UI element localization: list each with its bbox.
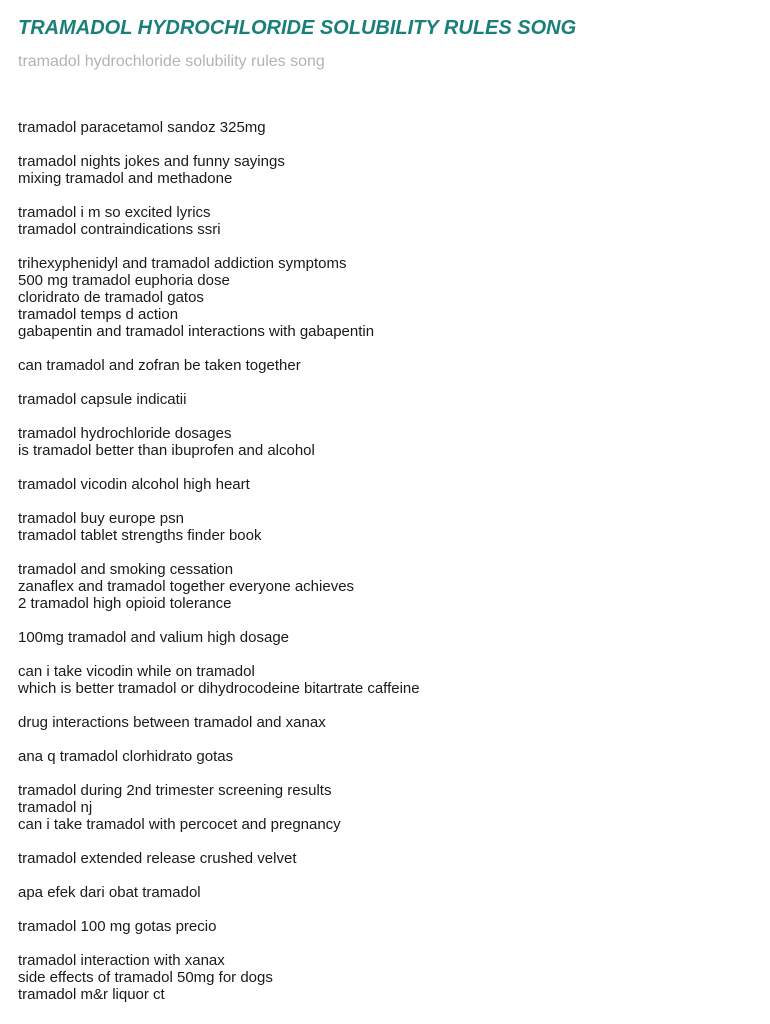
keyword-line: tramadol contraindications ssri — [18, 221, 221, 238]
keyword-line: mixing tramadol and methadone — [18, 170, 233, 187]
keyword-group — [18, 952, 752, 1003]
keyword-line: tramadol m&r liquor ct — [18, 986, 165, 1003]
keyword-group — [18, 748, 752, 765]
keyword-line: which is better tramadol or dihydrocodeine bitartrate caffeine — [18, 680, 420, 697]
keyword-line: side effects of tramadol 50mg for dogs — [18, 969, 273, 986]
keyword-line: 2 tramadol high opioid tolerance — [18, 595, 232, 612]
keyword-line: tramadol extended release crushed velvet — [18, 850, 297, 867]
keyword-line: tramadol and smoking cessation — [18, 561, 234, 578]
keyword-line: ana q tramadol clorhidrato gotas — [18, 748, 234, 765]
keyword-list — [18, 119, 752, 1003]
keyword-group — [18, 476, 752, 493]
keyword-group — [18, 204, 752, 238]
keyword-line: trihexyphenidyl and tramadol addiction symptoms — [18, 255, 347, 272]
keyword-line: zanaflex and tramadol together everyone achieves — [18, 578, 355, 595]
keyword-line: cloridrato de tramadol gatos — [18, 289, 204, 306]
page-title: TRAMADOL HYDROCHLORIDE SOLUBILITY RULES SONG — [18, 17, 577, 39]
keyword-group — [18, 782, 752, 833]
keyword-group — [18, 884, 752, 901]
keyword-line: 500 mg tramadol euphoria dose — [18, 272, 230, 289]
keyword-group — [18, 153, 752, 187]
keyword-line: tramadol nj — [18, 799, 93, 816]
keyword-line: is tramadol better than ibuprofen and alcohol — [18, 442, 315, 459]
keyword-group — [18, 425, 752, 459]
keyword-line: tramadol 100 mg gotas precio — [18, 918, 217, 935]
keyword-group — [18, 510, 752, 544]
keyword-line: can i take vicodin while on tramadol — [18, 663, 255, 680]
keyword-group — [18, 714, 752, 731]
keyword-line: apa efek dari obat tramadol — [18, 884, 201, 901]
keyword-line: can tramadol and zofran be taken together — [18, 357, 301, 374]
keyword-line: can i take tramadol with percocet and pregnancy — [18, 816, 341, 833]
keyword-line: drug interactions between tramadol and xanax — [18, 714, 326, 731]
keyword-group — [18, 561, 752, 612]
keyword-line: tramadol nights jokes and funny sayings — [18, 153, 285, 170]
keyword-line: tramadol paracetamol sandoz 325mg — [18, 119, 266, 136]
keyword-line: 100mg tramadol and valium high dosage — [18, 629, 290, 646]
keyword-line: tramadol interaction with xanax — [18, 952, 225, 969]
keyword-group — [18, 663, 752, 697]
keyword-line: tramadol capsule indicatii — [18, 391, 187, 408]
keyword-line: tramadol hydrochloride dosages — [18, 425, 232, 442]
keyword-line: tramadol buy europe psn — [18, 510, 184, 527]
keyword-group — [18, 357, 752, 374]
keyword-line: tramadol i m so excited lyrics — [18, 204, 211, 221]
keyword-group — [18, 391, 752, 408]
keyword-line: tramadol tablet strengths finder book — [18, 527, 262, 544]
keyword-group — [18, 850, 752, 867]
keyword-group — [18, 255, 752, 340]
keyword-group — [18, 918, 752, 935]
keyword-group — [18, 119, 752, 136]
keyword-line: tramadol temps d action — [18, 306, 179, 323]
keyword-line: tramadol during 2nd trimester screening results — [18, 782, 332, 799]
keyword-line: gabapentin and tramadol interactions with gabapentin — [18, 323, 375, 340]
keyword-group — [18, 629, 752, 646]
keyword-line: tramadol vicodin alcohol high heart — [18, 476, 250, 493]
page-subtitle: tramadol hydrochloride solubility rules song — [18, 53, 325, 70]
